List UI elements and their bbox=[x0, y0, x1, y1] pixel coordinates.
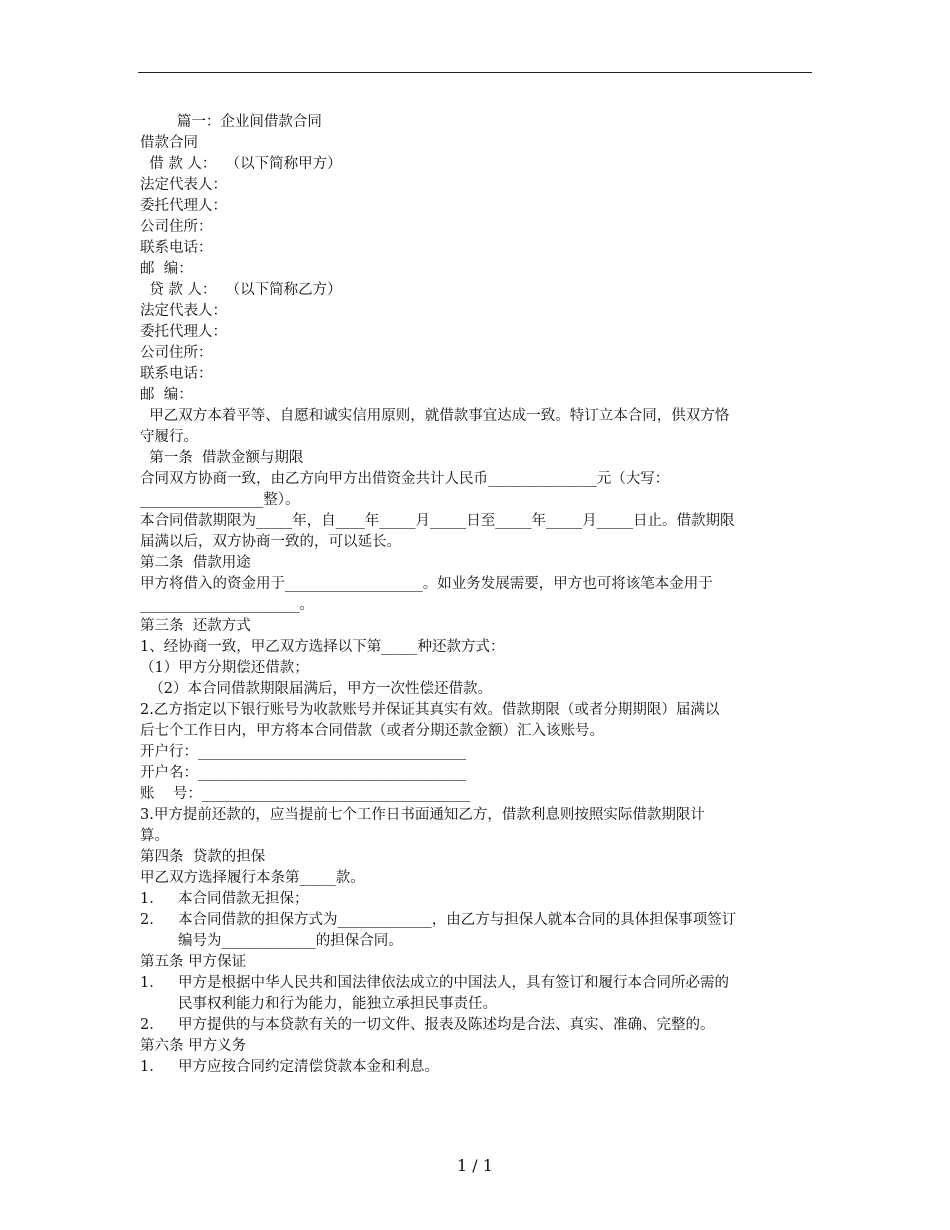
clause-2-warranty bbox=[140, 1015, 820, 1036]
text-line: 委托代理人： bbox=[140, 198, 227, 214]
clause-number: 2． bbox=[140, 912, 164, 928]
text-line: 联系电话： bbox=[140, 240, 213, 256]
clause-text: 甲方是根据中华人民共和国法律依法成立的中国法人，具有签订和履行本合同所必需的 bbox=[178, 975, 729, 991]
clause-text-continued: 民事权利能力和行为能力，能独立承担民事责任。 bbox=[178, 996, 497, 1012]
clause-1-guarantee bbox=[140, 889, 820, 910]
clause-text: 甲方应按合同约定清偿贷款本金和利息。 bbox=[178, 1059, 439, 1075]
text-line: 甲乙双方选择履行本条第_____款。 bbox=[140, 870, 365, 886]
text-line: 3.甲方提前还款的，应当提前七个工作日书面通知乙方，借款利息则按照实际借款期限计 bbox=[140, 807, 705, 823]
text-line: 合同双方协商一致，由乙方向甲方出借资金共计人民币_______________元（大写： bbox=[140, 471, 670, 487]
text-line: 第四条 贷款的担保 bbox=[140, 849, 266, 865]
text-line: 1、经协商一致，甲乙双方选择以下第_____种还款方式： bbox=[140, 639, 505, 655]
text-line: 甲方将借入的资金用于___________________。如业务发展需要，甲方也可将该笔本金用于 bbox=[140, 576, 713, 592]
clause-number: 1． bbox=[140, 891, 164, 907]
text-line: ______________________。 bbox=[140, 597, 314, 613]
clause-text: 甲方提供的与本贷款有关的一切文件、报表及陈述均是合法、真实、准确、完整的。 bbox=[178, 1017, 715, 1033]
text-line: 公司住所： bbox=[140, 219, 213, 235]
text-line: 算。 bbox=[140, 828, 169, 844]
text-line: 守履行。 bbox=[140, 429, 198, 445]
clause-number: 2． bbox=[140, 1017, 164, 1033]
section-6-title: 第六条 甲方义务 bbox=[140, 1038, 247, 1054]
clause-number: 1． bbox=[140, 975, 164, 991]
text-line: 甲乙双方本着平等、自愿和诚实信用原则，就借款事宜达成一致。特订立本合同，供双方恪 bbox=[140, 408, 730, 424]
text-line: 委托代理人： bbox=[140, 324, 227, 340]
text-line: 届满以后，双方协商一致的，可以延长。 bbox=[140, 534, 401, 550]
text-line: 第三条 还款方式 bbox=[140, 618, 251, 634]
clause-text: 本合同借款的担保方式为_____________，由乙方与担保人就本合同的具体担保事项签订 bbox=[178, 912, 737, 928]
clause-1-duty bbox=[140, 1057, 820, 1078]
clause-1-warranty bbox=[140, 973, 820, 1015]
page-number: 1 / 1 bbox=[457, 1156, 493, 1175]
text-line: 贷 款 人： （以下简称乙方） bbox=[140, 282, 342, 298]
clause-2-guarantee bbox=[140, 910, 820, 952]
document-body bbox=[140, 112, 820, 1078]
text-line: 邮 编： bbox=[140, 261, 193, 277]
text-line: 邮 编： bbox=[140, 387, 193, 403]
contract-text bbox=[140, 112, 820, 889]
text-line: 篇一：企业间借款合同 bbox=[140, 114, 322, 130]
text-line: 第二条 借款用途 bbox=[140, 555, 251, 571]
text-line: （2）本合同借款期限届满后，甲方一次性偿还借款。 bbox=[140, 681, 492, 697]
text-line: 账 号：_____________________________________ bbox=[140, 786, 471, 802]
text-line: 开户名：_____________________________________ bbox=[140, 765, 467, 781]
text-line: 联系电话： bbox=[140, 366, 213, 382]
text-line: 本合同借款期限为_____年，自____年_____月_____日至_____年_____月_____日止。借款期限 bbox=[140, 513, 735, 529]
section-5-title: 第五条 甲方保证 bbox=[140, 954, 247, 970]
text-line: 法定代表人： bbox=[140, 303, 227, 319]
text-line: 借款合同 bbox=[140, 135, 198, 151]
text-line: _________________整）。 bbox=[140, 492, 300, 508]
text-line: 2.乙方指定以下银行账号为收款账号并保证其真实有效。借款期限（或者分期期限）届满以 bbox=[140, 702, 720, 718]
text-line: 借 款 人： （以下简称甲方） bbox=[140, 156, 342, 172]
text-line: 第一条 借款金额与期限 bbox=[140, 450, 304, 466]
clause-number: 1． bbox=[140, 1059, 164, 1075]
text-line: （1）甲方分期偿还借款； bbox=[140, 660, 309, 676]
clause-text: 本合同借款无担保； bbox=[178, 891, 309, 907]
text-line: 后七个工作日内，甲方将本合同借款（或者分期还款金额）汇入该账号。 bbox=[140, 723, 604, 739]
text-line: 法定代表人： bbox=[140, 177, 227, 193]
clause-text-continued: 编号为_____________的担保合同。 bbox=[178, 933, 403, 949]
text-line: 公司住所： bbox=[140, 345, 213, 361]
text-line: 开户行：_____________________________________ bbox=[140, 744, 467, 760]
header-rule bbox=[138, 72, 812, 73]
